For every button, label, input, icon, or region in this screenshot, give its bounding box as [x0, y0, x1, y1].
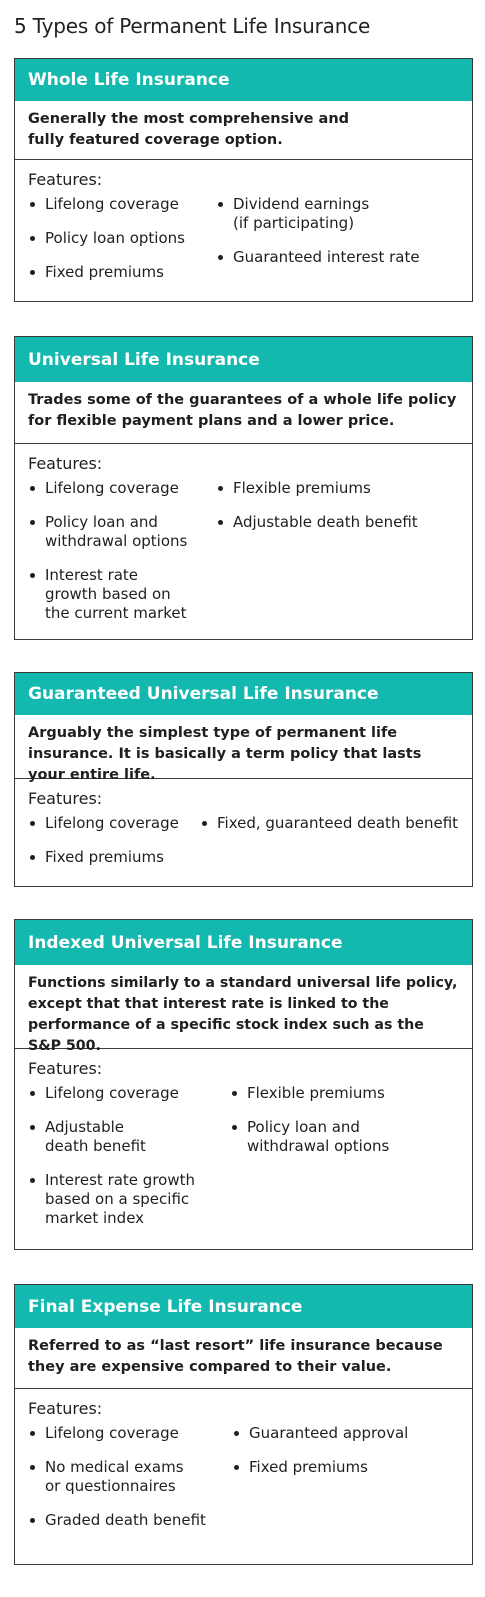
features-right-column	[230, 1084, 460, 1243]
features-right-column	[216, 479, 456, 638]
features-left-column	[28, 1424, 232, 1545]
feature-item: Lifelong coverage	[28, 814, 200, 833]
feature-item: Fixed premiums	[28, 848, 200, 867]
features-section	[15, 444, 472, 638]
feature-item: Lifelong coverage	[28, 1424, 232, 1443]
card-description: Referred to as “last resort” life insurance because they are expensive compared to their value.	[15, 1328, 472, 1389]
card-whole-life	[14, 58, 473, 302]
features-left-column	[28, 195, 216, 297]
feature-item: Policy loan options	[28, 229, 216, 248]
card-indexed-universal-life	[14, 919, 473, 1250]
features-left-column	[28, 1084, 230, 1243]
card-description: Generally the most comprehensive and fully featured coverage option.	[15, 101, 472, 160]
features-section	[15, 1389, 472, 1545]
feature-item: Adjustable death benefit	[216, 513, 456, 532]
feature-item: Graded death benefit	[28, 1511, 232, 1530]
features-label: Features:	[28, 170, 103, 189]
feature-item: Interest rate growth based on a specific market index	[28, 1171, 230, 1228]
page-title: 5 Types of Permanent Life Insurance	[14, 14, 371, 38]
card-description: Arguably the simplest type of permanent life insurance. It is basically a term policy that lasts your entire life.	[15, 715, 472, 779]
card-final-expense-life	[14, 1284, 473, 1565]
card-heading: Indexed Universal Life Insurance	[15, 920, 472, 965]
feature-item: No medical exams or questionnaires	[28, 1458, 232, 1496]
feature-item: Interest rate growth based on the current market	[28, 566, 216, 623]
features-label: Features:	[28, 1059, 103, 1078]
features-section	[15, 779, 472, 882]
features-right-column	[200, 814, 462, 882]
features-section	[15, 1049, 472, 1243]
card-heading: Guaranteed Universal Life Insurance	[15, 673, 472, 715]
card-guaranteed-universal-life	[14, 672, 473, 887]
feature-item: Fixed, guaranteed death benefit	[200, 814, 462, 833]
feature-item: Guaranteed approval	[232, 1424, 460, 1443]
features-section	[15, 160, 472, 297]
feature-item: Lifelong coverage	[28, 195, 216, 214]
card-heading: Universal Life Insurance	[15, 337, 472, 382]
feature-item: Lifelong coverage	[28, 1084, 230, 1103]
feature-item: Fixed premiums	[232, 1458, 460, 1477]
card-description: Trades some of the guarantees of a whole life policy for flexible payment plans and a lower price.	[15, 382, 472, 444]
features-label: Features:	[28, 1399, 103, 1418]
features-label: Features:	[28, 454, 103, 473]
feature-item: Fixed premiums	[28, 263, 216, 282]
card-universal-life	[14, 336, 473, 640]
card-heading: Final Expense Life Insurance	[15, 1285, 472, 1328]
features-left-column	[28, 479, 216, 638]
card-heading: Whole Life Insurance	[15, 59, 472, 101]
feature-item: Lifelong coverage	[28, 479, 216, 498]
card-description: Functions similarly to a standard universal life policy, except that that interest rate is linked to the performance of a specific stock index such as the S&P 500.	[15, 965, 472, 1049]
features-label: Features:	[28, 789, 103, 808]
feature-item: Flexible premiums	[216, 479, 456, 498]
feature-item: Adjustable death benefit	[28, 1118, 230, 1156]
features-right-column	[232, 1424, 460, 1545]
features-left-column	[28, 814, 200, 882]
feature-item: Dividend earnings (if participating)	[216, 195, 456, 233]
feature-item: Guaranteed interest rate	[216, 248, 456, 267]
feature-item: Policy loan and withdrawal options	[28, 513, 216, 551]
feature-item: Policy loan and withdrawal options	[230, 1118, 460, 1156]
feature-item: Flexible premiums	[230, 1084, 460, 1103]
features-right-column	[216, 195, 456, 297]
